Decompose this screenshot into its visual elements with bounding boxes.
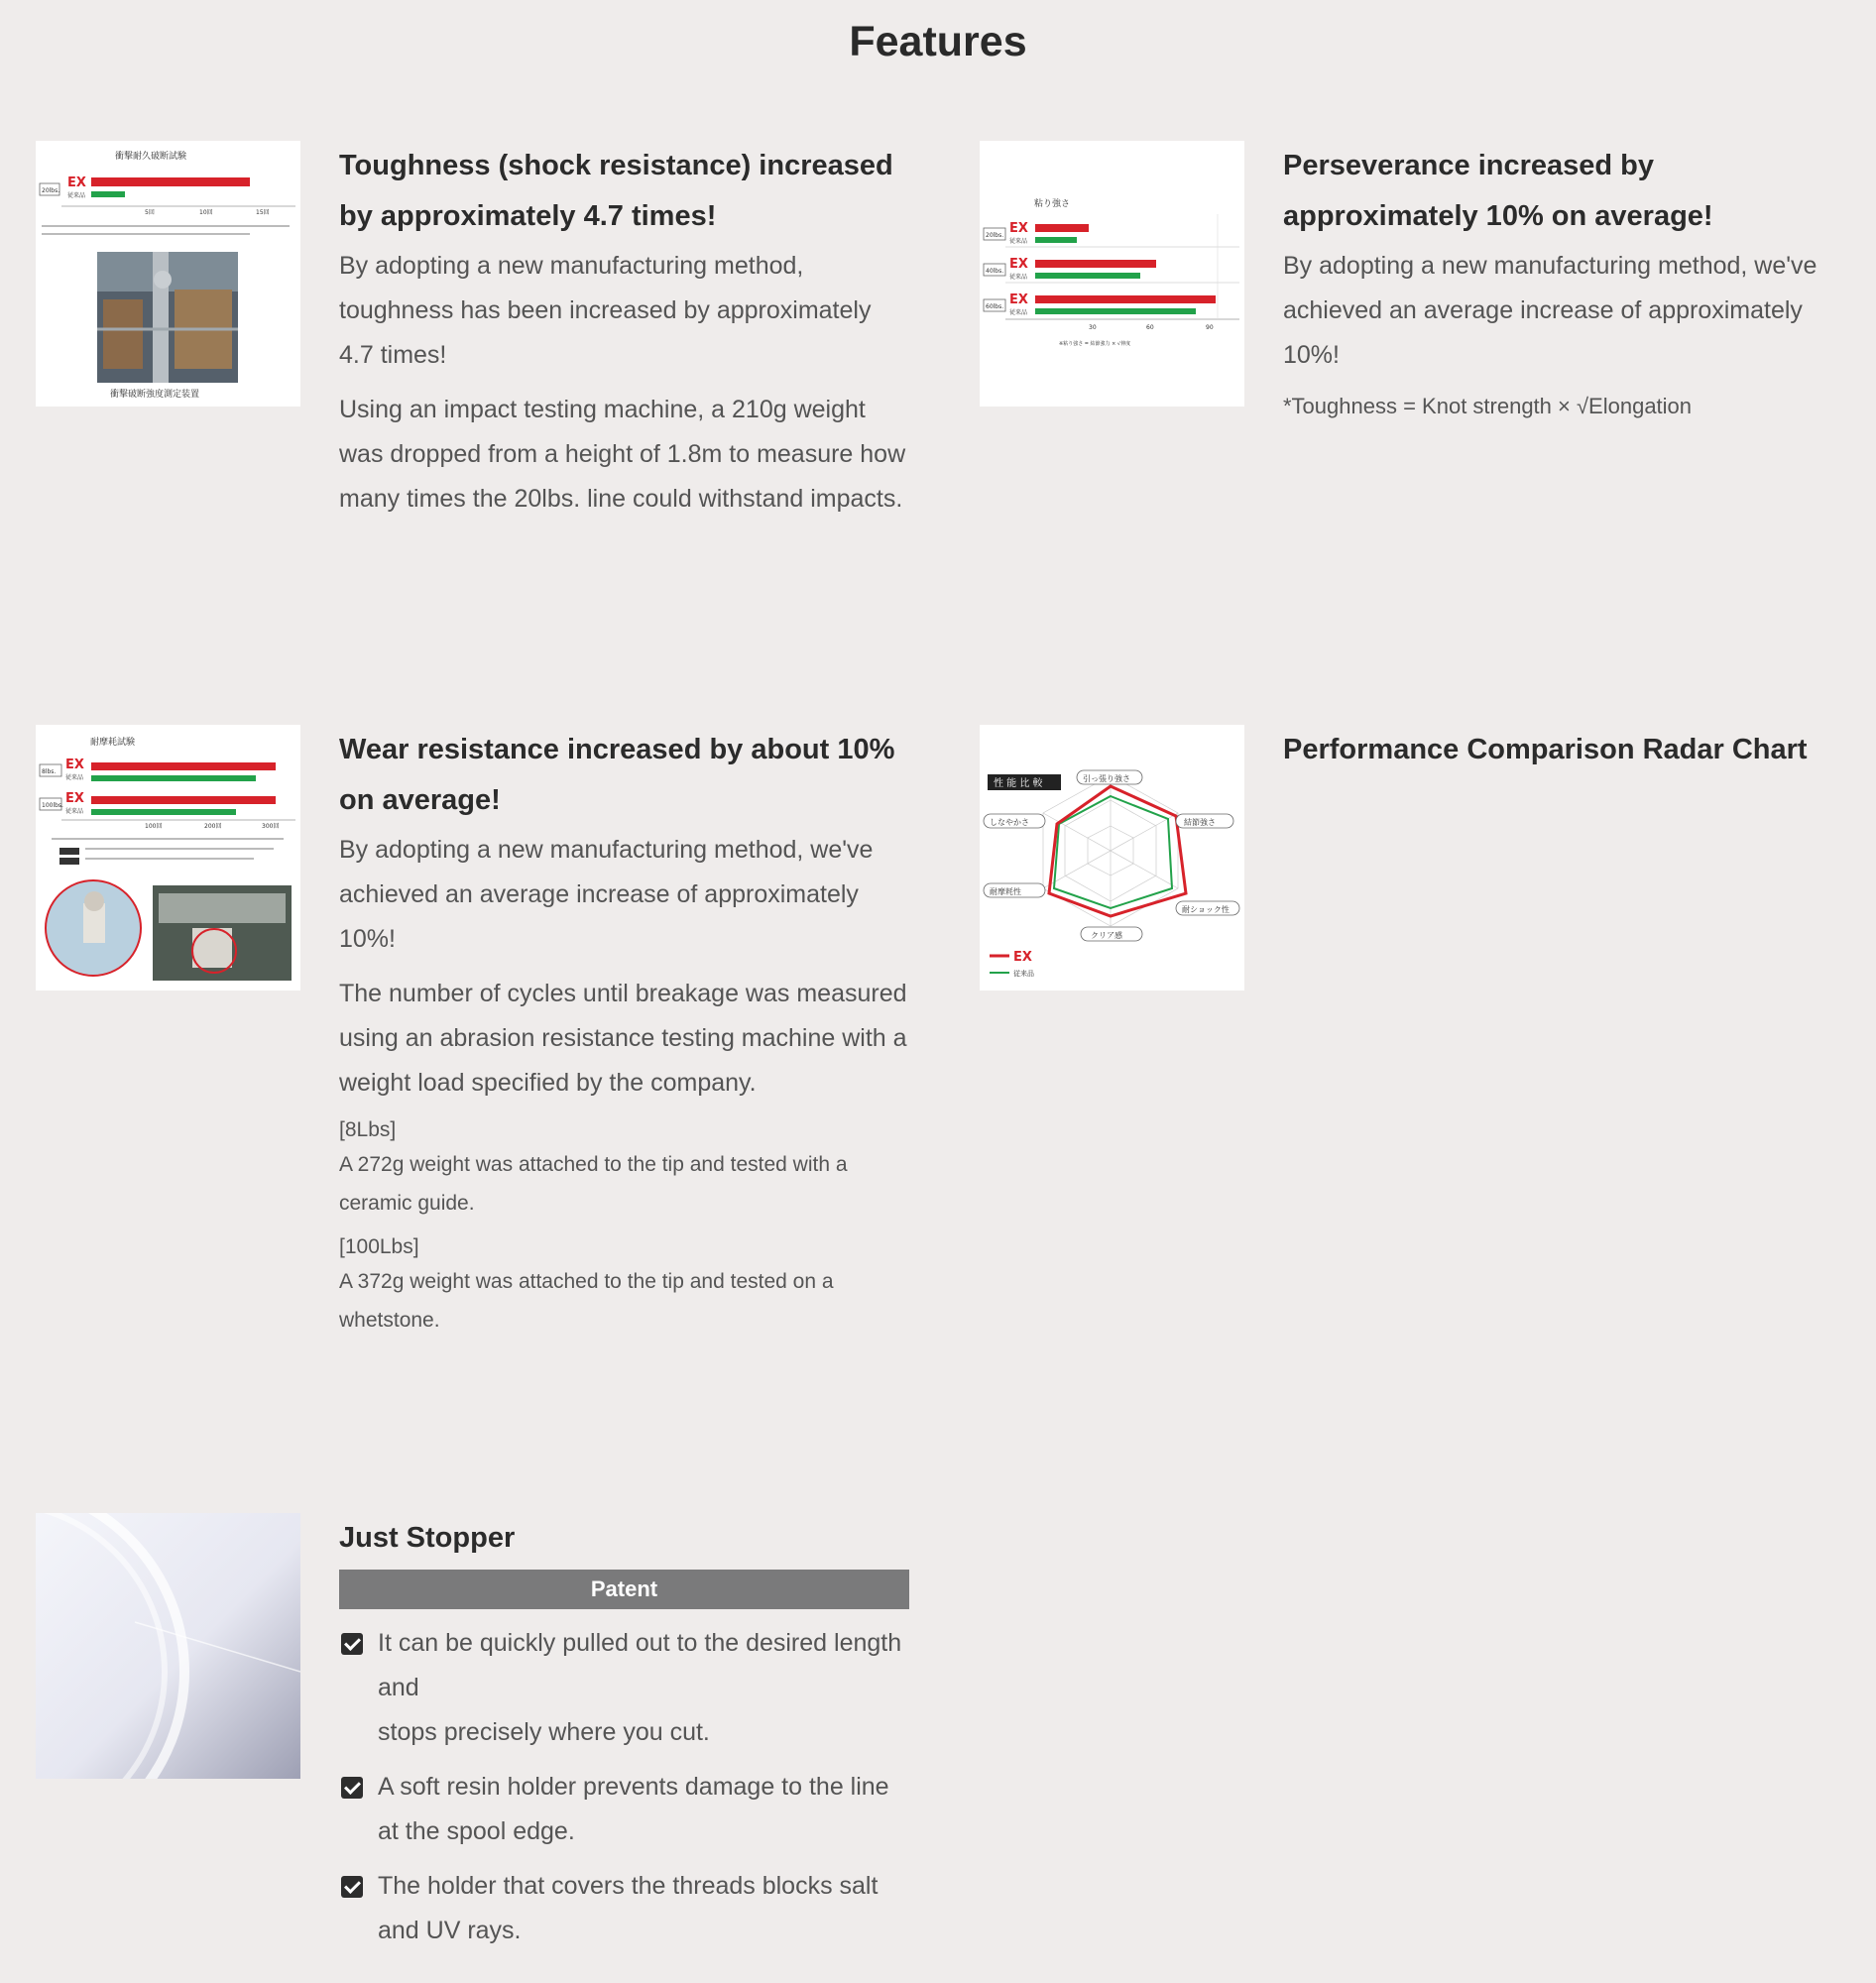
perseverance-feature-title: Perseverance increased by approximately 10% on average! (1283, 150, 1713, 232)
svg-text:200回: 200回 (204, 823, 222, 830)
svg-text:耐摩耗試験: 耐摩耗試験 (90, 738, 136, 748)
svg-text:クリア感: クリア感 (1091, 931, 1122, 940)
svg-text:15回: 15回 (256, 209, 270, 216)
check-list-item (339, 1864, 909, 1953)
svg-text:耐摩耗性: 耐摩耗性 (990, 887, 1021, 896)
svg-text:従来品: 従来品 (65, 808, 84, 815)
test-tag-8lbs: [8Lbs] (339, 1118, 397, 1141)
svg-text:5回: 5回 (145, 209, 155, 216)
patent-badge: Patent (339, 1570, 909, 1609)
svg-text:EX: EX (1009, 221, 1028, 236)
toughness-feature-text (339, 141, 909, 531)
perseverance-feature-text (1283, 141, 1853, 425)
svg-text:100lbs.: 100lbs. (42, 802, 63, 809)
check-text-line: stops precisely where you cut. (378, 1718, 710, 1746)
wear-paragraph: By adopting a new manufacturing method, we've achieved an average increase of approximately 10%! (339, 836, 874, 953)
svg-text:従来品: 従来品 (1009, 274, 1028, 281)
svg-text:10回: 10回 (199, 209, 213, 216)
svg-text:60lbs.: 60lbs. (986, 303, 1004, 310)
check-text-line: The holder that covers the threads blocks salt and UV rays. (378, 1872, 879, 1944)
svg-text:従来品: 従来品 (1009, 238, 1028, 245)
svg-text:EX: EX (1009, 292, 1028, 307)
svg-text:EX: EX (65, 758, 84, 772)
just-stopper-feature-text (339, 1513, 909, 1963)
svg-text:90: 90 (1206, 324, 1214, 331)
svg-text:EX: EX (1013, 950, 1032, 965)
toughness-chart-image (36, 141, 300, 407)
svg-text:従来品: 従来品 (1013, 970, 1034, 978)
svg-text:耐ショック性: 耐ショック性 (1182, 905, 1230, 914)
svg-text:20lbs.: 20lbs. (986, 232, 1004, 239)
svg-text:100回: 100回 (145, 823, 163, 830)
wear-paragraph: The number of cycles until breakage was measured using an abrasion resistance testing machine with a weight load specified by the company. (339, 980, 907, 1097)
page-title: Features (849, 18, 1027, 65)
svg-text:従来品: 従来品 (1009, 309, 1028, 316)
toughness-paragraph: Using an impact testing machine, a 210g weight was dropped from a height of 1.8m to measure how many times the 20lbs. line could withstand impacts. (339, 396, 906, 513)
svg-text:300回: 300回 (262, 823, 280, 830)
wear-resistance-chart-image (36, 725, 300, 991)
toughness-paragraph: By adopting a new manufacturing method, toughness has been increased by approximately 4.7 times! (339, 252, 872, 369)
svg-text:しなやかさ: しなやかさ (990, 818, 1029, 827)
svg-text:EX: EX (67, 175, 86, 190)
svg-text:8lbs.: 8lbs. (42, 768, 57, 775)
wear-feature-title: Wear resistance increased by about 10% on average! (339, 734, 895, 816)
svg-text:衝撃耐久破断試験: 衝撃耐久破断試験 (115, 152, 187, 162)
svg-text:EX: EX (1009, 257, 1028, 272)
just-stopper-image (36, 1513, 300, 1779)
checkbox-checked-icon (341, 1876, 363, 1898)
svg-text:従来品: 従来品 (65, 774, 84, 781)
perseverance-paragraph: By adopting a new manufacturing method, we've achieved an average increase of approximately 10%! (1283, 252, 1817, 369)
radar-feature-title: Performance Comparison Radar Chart (1283, 734, 1808, 765)
svg-text:引っ張り強さ: 引っ張り強さ (1083, 774, 1130, 783)
svg-text:結節強さ: 結節強さ (1184, 818, 1216, 827)
radar-feature-text (1283, 725, 1853, 777)
svg-text:衝撃破断強度測定装置: 衝撃破断強度測定装置 (110, 390, 200, 400)
svg-text:従来品: 従来品 (67, 192, 86, 199)
check-list-item (339, 1621, 909, 1755)
svg-text:30: 30 (1089, 324, 1097, 331)
just-stopper-title: Just Stopper (339, 1522, 516, 1554)
radar-chart-image (980, 725, 1244, 991)
perseverance-chart-image (980, 141, 1244, 407)
test-tag-100lbs: [100Lbs] (339, 1235, 419, 1258)
svg-text:性 能 比 較: 性 能 比 較 (994, 778, 1043, 789)
wear-feature-text (339, 725, 909, 1340)
test-description-100lbs: A 372g weight was attached to the tip and tested on a whetstone. (339, 1270, 834, 1332)
checkbox-checked-icon (341, 1633, 363, 1655)
svg-text:20lbs.: 20lbs. (42, 187, 60, 194)
checkbox-checked-icon (341, 1777, 363, 1799)
svg-text:※粘り強さ = 結節強力 × √伸度: ※粘り強さ = 結節強力 × √伸度 (1059, 341, 1131, 347)
svg-text:粘り強さ: 粘り強さ (1034, 199, 1071, 209)
check-text-line: A soft resin holder prevents damage to the line at the spool edge. (378, 1773, 889, 1845)
svg-text:40lbs.: 40lbs. (986, 268, 1004, 275)
toughness-feature-title: Toughness (shock resistance) increased by approximately 4.7 times! (339, 150, 893, 232)
svg-text:60: 60 (1146, 324, 1154, 331)
check-text-line: It can be quickly pulled out to the desired length and (378, 1629, 902, 1701)
toughness-formula-note: *Toughness = Knot strength × √Elongation (1283, 394, 1693, 418)
test-description-8lbs: A 272g weight was attached to the tip and tested with a ceramic guide. (339, 1153, 848, 1215)
check-list-item (339, 1765, 909, 1854)
svg-text:EX: EX (65, 791, 84, 806)
